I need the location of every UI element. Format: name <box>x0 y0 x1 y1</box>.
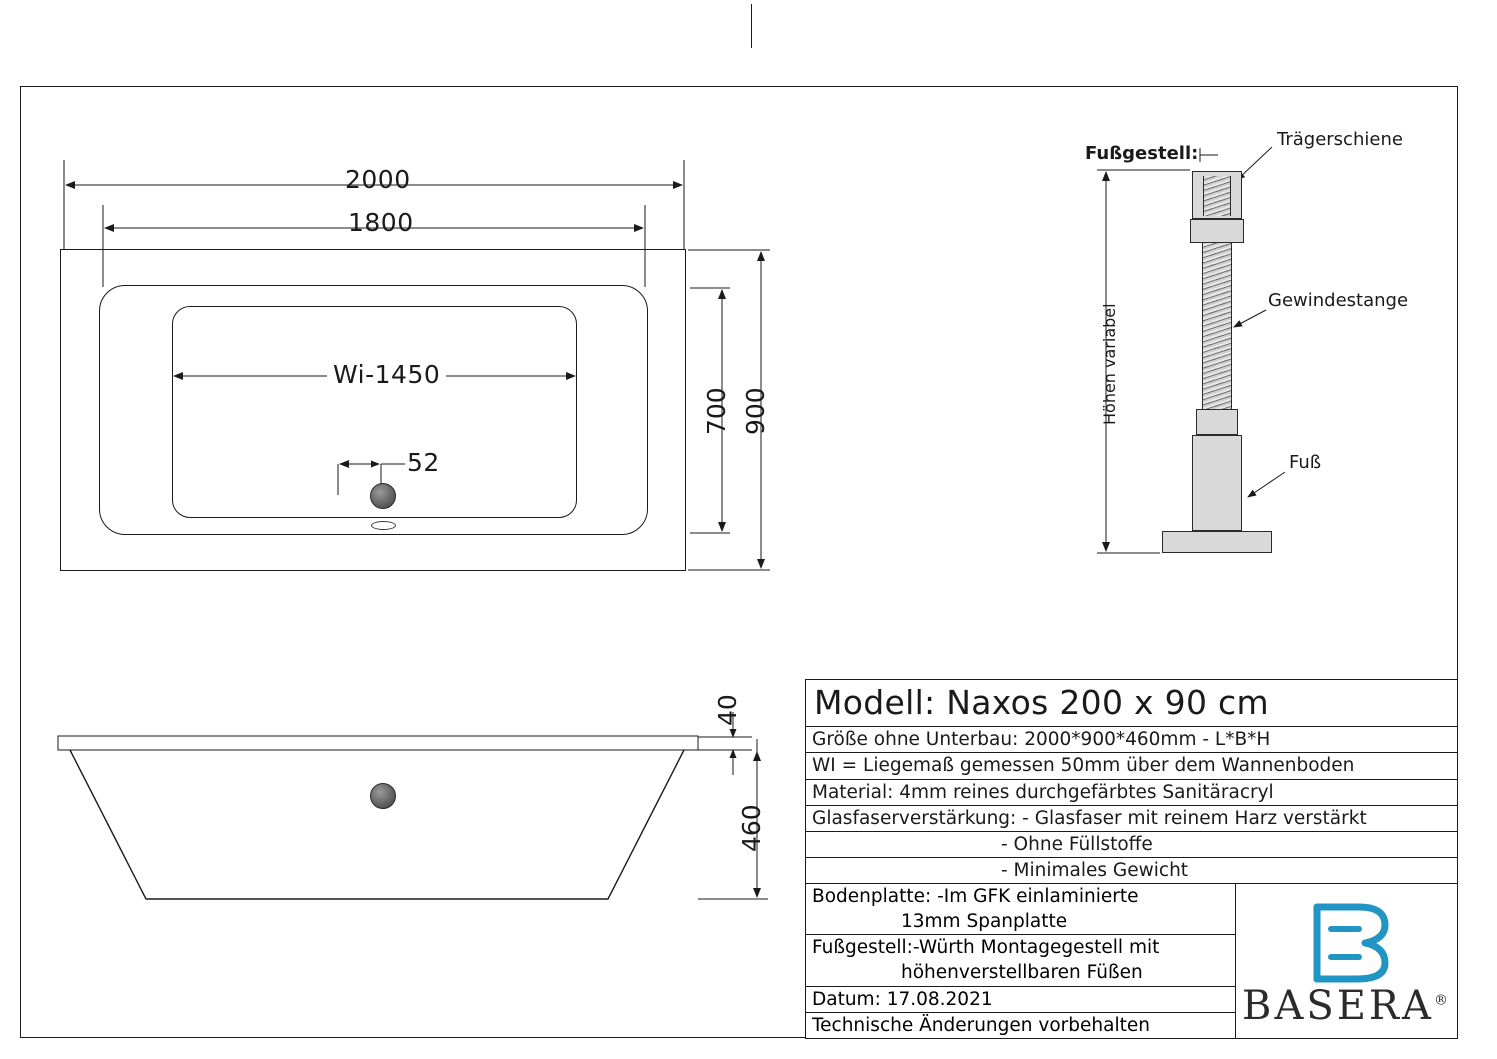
titleblock-row-date: Datum: 17.08.2021 <box>806 987 1235 1013</box>
basera-b-logo-icon <box>1301 899 1393 983</box>
rod-collar-shape <box>1196 409 1238 435</box>
dim-tub-height: 460 <box>737 804 766 852</box>
titleblock-bottom <box>806 884 1457 1038</box>
dim-wi: Wi-1450 <box>327 360 446 389</box>
titleblock-row-glassfiber: Glasfaserverstärkung: - Glasfaser mit reinem Harz verstärkt <box>806 806 1457 832</box>
titleblock-row-size: Größe ohne Unterbau: 2000*900*460mm - L*B*H <box>806 727 1457 753</box>
titleblock-row-wi: WI = Liegemaß gemessen 50mm über dem Wannenboden <box>806 753 1457 779</box>
basera-wordmark-text: BASERA <box>1242 982 1434 1029</box>
titleblock-row-chipboard: 13mm Spanplatte <box>806 909 1235 935</box>
carrier-rail-threads <box>1203 176 1231 216</box>
titleblock <box>805 679 1458 1039</box>
threaded-rod-shape <box>1202 243 1232 409</box>
titleblock-row-adjustable: höhenverstellbaren Füßen <box>806 960 1235 986</box>
titleblock-row-nofiller: - Ohne Füllstoffe <box>806 832 1457 858</box>
titleblock-row-baseplate: Bodenplatte: -Im GFK einlaminierte <box>812 886 1139 907</box>
titleblock-bottom-left <box>806 884 1236 1038</box>
dim-rim-height: 40 <box>713 694 742 726</box>
foot-baseplate-shape <box>1162 531 1272 553</box>
label-foot: Fuß <box>1289 452 1322 473</box>
dim-overall-length: 2000 <box>345 165 411 194</box>
rail-flange-shape <box>1190 219 1244 243</box>
foot-assembly-title: Fußgestell: <box>1085 143 1199 164</box>
basera-wordmark <box>1242 983 1451 1029</box>
titleblock-row-footframe: Fußgestell:-Würth Montagegestell mit <box>812 937 1160 959</box>
titleblock-row-minweight: - Minimales Gewicht <box>806 858 1457 884</box>
titleblock-row-disclaimer: Technische Änderungen vorbehalten <box>812 1014 1150 1036</box>
model-title: Modell: Naxos 200 x 90 cm <box>806 680 1457 727</box>
label-height-variable: Höhen variabel <box>1100 303 1119 425</box>
drain-plan-icon <box>370 483 396 509</box>
titleblock-row-material: Material: 4mm reines durchgefärbtes Sanitäracryl <box>806 780 1457 806</box>
dim-drain-offset: 52 <box>407 448 440 477</box>
dim-inner-length: 1800 <box>348 208 414 237</box>
drain-section-icon <box>370 783 396 809</box>
dim-overall-width: 900 <box>741 387 770 435</box>
titleblock-logo-cell <box>1236 884 1457 1038</box>
label-threaded-rod: Gewindestange <box>1268 290 1409 311</box>
foot-cone-shape <box>1192 435 1242 531</box>
top-center-tick <box>751 4 752 48</box>
overflow-plan-icon <box>371 521 396 530</box>
dim-inner-width: 700 <box>702 387 731 435</box>
label-carrier-rail: Trägerschiene <box>1277 129 1403 150</box>
registered-mark: ® <box>1433 992 1451 1009</box>
